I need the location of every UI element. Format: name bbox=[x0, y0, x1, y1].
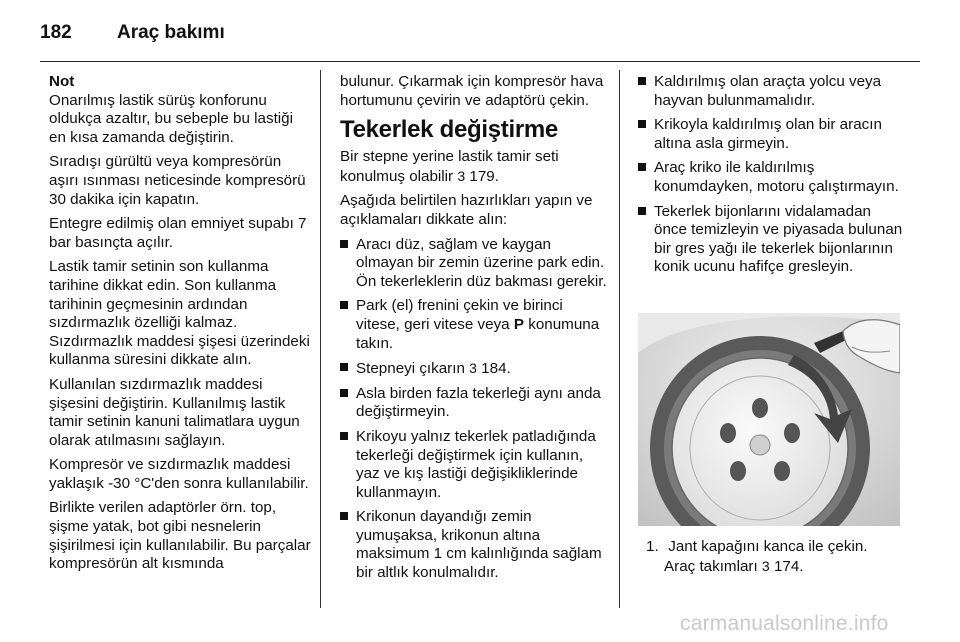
list-item bbox=[340, 385, 608, 422]
list-item-text: Aracı düz, sağlam ve kaygan olmayan bir zemin üzerine park edin. Ön tekerleklerin düz bakması gerekir. bbox=[356, 235, 607, 290]
column-3 bbox=[638, 73, 908, 283]
list-item-text: Park (el) frenini çekin ve birinci vitese, geri vitese veya bbox=[356, 297, 563, 333]
note-paragraph: Kullanılan sızdırmazlık maddesi şişesini değiştirin. Kullanılmış lastik tamir setinin kanuni talimatlara uygun olarak atılmasını sağlayın. bbox=[49, 375, 300, 449]
list-item-text: Krikoyu yalnız tekerlek patladığında tekerleği değiştirmek için kullanın, yaz ve kış lastiği değişikliklerinde kullanmayın. bbox=[356, 427, 596, 501]
page-ref-arrow-icon: 3 bbox=[457, 167, 466, 184]
list-item bbox=[340, 236, 608, 292]
list-item bbox=[638, 73, 908, 110]
preparation-list bbox=[340, 236, 608, 583]
continued-paragraph: bulunur. Çıkarmak için kompresör hava hortumunu çevirin ve adaptörü çekin. bbox=[340, 73, 604, 109]
intro-paragraph bbox=[340, 148, 608, 186]
bullet-square-icon bbox=[340, 240, 348, 248]
bullet-square-icon bbox=[340, 432, 348, 440]
column-2 bbox=[340, 73, 608, 589]
bullet-square-icon bbox=[340, 512, 348, 520]
page-title: Araç bakımı bbox=[117, 22, 225, 43]
step-line bbox=[646, 538, 908, 557]
list-item-text: Stepneyi çıkarın bbox=[356, 360, 465, 378]
list-item bbox=[340, 508, 608, 582]
list-item-text: Araç kriko ile kaldırılmış konumdayken, motoru çalıştırmayın. bbox=[654, 159, 899, 195]
page-ref: 174. bbox=[773, 557, 804, 575]
column-divider-2 bbox=[619, 70, 620, 608]
wheel-cover-drawing bbox=[638, 313, 900, 526]
step-caption bbox=[646, 538, 908, 576]
page-ref-arrow-icon: 3 bbox=[469, 360, 477, 377]
intro-text: Bir stepne yerine lastik tamir seti konulmuş olabilir bbox=[340, 148, 559, 185]
bullet-square-icon bbox=[340, 363, 348, 371]
list-item-text: Krikoyla kaldırılmış olan bir aracın altına asla girmeyin. bbox=[654, 116, 882, 152]
header-rule bbox=[40, 61, 920, 62]
bullet-square-icon bbox=[638, 77, 646, 85]
bullet-square-icon bbox=[340, 301, 348, 309]
note-label: Not bbox=[49, 73, 75, 90]
step-number: 1. bbox=[646, 538, 659, 555]
list-item bbox=[340, 359, 608, 379]
list-item bbox=[340, 428, 608, 502]
page-ref-arrow-icon: 3 bbox=[761, 557, 770, 574]
list-item bbox=[340, 297, 608, 353]
list-item-text: Kaldırılmış olan araçta yolcu veya hayvan bulunmamalıdır. bbox=[654, 73, 882, 109]
step-sub-text: Araç takımları bbox=[664, 557, 758, 575]
list-item bbox=[638, 116, 908, 153]
page-ref: 184. bbox=[481, 360, 511, 378]
note-paragraph: Onarılmış lastik sürüş konforunu oldukça azaltır, bu sebeple bu lastiği en kısa zamanda değiştirin. bbox=[49, 91, 294, 146]
step-text: Jant kapağını kanca ile çekin. bbox=[668, 538, 868, 555]
column-divider-1 bbox=[320, 70, 321, 608]
intro-paragraph: Aşağıda belirtilen hazırlıkları yapın ve açıklamaları dikkate alın: bbox=[340, 192, 593, 228]
watermark: carmanualsonline.info bbox=[680, 612, 889, 635]
page-header bbox=[40, 14, 920, 60]
list-item bbox=[638, 203, 908, 277]
section-heading: Tekerlek değiştirme bbox=[340, 116, 558, 144]
note-paragraph: Sıradışı gürültü veya kompresörün aşırı ısınması neticesinde kompresörü 30 dakika için kapatın. bbox=[49, 153, 306, 208]
bullet-square-icon bbox=[638, 120, 646, 128]
note-paragraph: Entegre edilmiş olan emniyet supabı 7 bar basınçta açılır. bbox=[49, 215, 307, 251]
list-item bbox=[638, 159, 908, 196]
list-item-text: Krikonun dayandığı zemin yumuşaksa, krikonun altına maksimum 1 cm kalınlığında sağlam bir altlık konulmalıdır. bbox=[356, 508, 602, 582]
note-paragraph: Lastik tamir setinin son kullanma tarihine dikkat edin. Son kullanma tarihinin geçmesinin ardından sızdırmazlık özelliği kalmaz. Sızdırmazlık maddesi şişesi üzerindeki kullanma süresini dikkate alın. bbox=[49, 258, 310, 369]
note-paragraph: Birlikte verilen adaptörler örn. top, şişme yatak, bot gibi nesnelerin şişirilmesi için kullanılabilir. Bu parçalar kompresörün alt kısmında bbox=[49, 499, 311, 573]
page-ref: 179. bbox=[469, 167, 499, 185]
list-item-text: konumuna takın. bbox=[356, 315, 600, 352]
gear-position-label: P bbox=[513, 315, 525, 333]
list-item-text: Tekerlek bijonlarını vidalamadan önce temizleyin ve piyasada bulunan bir gres yağı ile tekerlek bijonlarının konik ucunu hafifçe gresleyin. bbox=[654, 202, 903, 276]
column-1 bbox=[49, 73, 311, 580]
safety-list bbox=[638, 73, 908, 277]
bullet-square-icon bbox=[638, 163, 646, 171]
step-sub-line bbox=[646, 557, 908, 577]
page-number: 182 bbox=[40, 22, 72, 43]
bullet-square-icon bbox=[638, 207, 646, 215]
list-item-text: Asla birden fazla tekerleği aynı anda değiştirmeyin. bbox=[356, 384, 601, 421]
bullet-square-icon bbox=[340, 389, 348, 397]
note-paragraph: Kompresör ve sızdırmazlık maddesi yaklaşık -30 °C'den sonra kullanılabilir. bbox=[49, 456, 309, 492]
wheel-cover-illustration bbox=[638, 313, 900, 526]
